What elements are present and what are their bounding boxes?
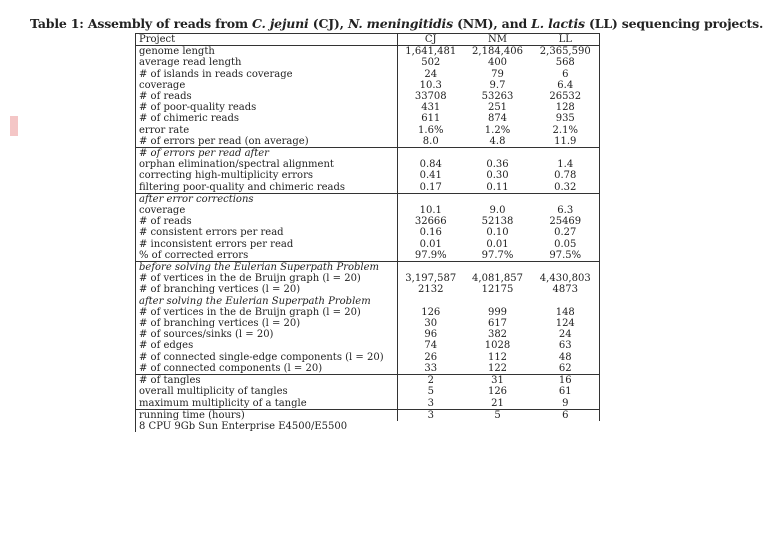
cell-empty (532, 193, 600, 205)
cell-empty (532, 296, 600, 307)
table-row (136, 363, 600, 375)
cell-value: 63 (532, 340, 600, 351)
cell-value: 97.9% (414, 249, 447, 261)
row-label: genome length (136, 46, 398, 58)
cell-empty (464, 296, 532, 307)
table-row (136, 375, 600, 387)
cell-value: 0.11 (486, 181, 509, 193)
table-row (136, 57, 600, 68)
cell-value: 32666 (414, 216, 447, 228)
row-label: # of edges (136, 340, 398, 351)
cell-value: 0.27 (532, 227, 600, 238)
cell-value: 148 (532, 307, 600, 318)
table-row (136, 91, 600, 102)
table-row (136, 182, 600, 194)
organism-cj: C. jejuni (252, 16, 309, 31)
cell-value: 0.84 (419, 159, 442, 171)
section-title-row (136, 193, 600, 205)
row-label: # of reads (136, 91, 398, 102)
cell-value: 2.1% (532, 125, 600, 136)
cell-value: 0.16 (419, 227, 442, 239)
table-row (136, 136, 600, 148)
cell-value: 4.8 (489, 135, 506, 147)
red-margin-mark (10, 116, 18, 136)
row-label: orphan elimination/spectral alignment (136, 159, 398, 170)
cell-empty (398, 262, 464, 274)
cell-value: 24 (532, 329, 600, 340)
abbr-ll: (LL) sequencing projects. (584, 16, 763, 31)
cell-value: 568 (532, 57, 600, 68)
row-label: # of vertices in the de Bruijn graph (l = 20) (136, 273, 398, 284)
cell-value: 33 (424, 362, 438, 374)
cell-empty (398, 193, 464, 205)
cell-empty (532, 262, 600, 274)
row-label: # of connected single-edge components (l = 20) (136, 352, 398, 363)
row-label: # of poor-quality reads (136, 102, 398, 113)
abbr-nm: (NM), and (452, 16, 532, 31)
table-row (136, 80, 600, 91)
table-row (136, 216, 600, 227)
footnote-row (136, 421, 600, 432)
organism-nm: N. meningitidis (347, 16, 453, 31)
section-title: # of errors per read after (136, 148, 398, 160)
cell-value: 0.41 (419, 170, 442, 182)
row-label: # of tangles (136, 375, 398, 387)
section-title: before solving the Eulerian Superpath Problem (136, 262, 398, 274)
organism-ll: L. lactis (531, 16, 585, 31)
cell-value: 31 (464, 375, 532, 387)
cell-value: 6 (532, 69, 600, 80)
row-label: filtering poor-quality and chimeric reads (136, 182, 398, 194)
row-label: maximum multiplicity of a tangle (136, 398, 398, 410)
cell-value: 33708 (414, 91, 447, 103)
cell-value: 6.4 (532, 80, 600, 91)
table-row (136, 340, 600, 351)
table-row (136, 102, 600, 113)
cell-value: 0.17 (419, 181, 442, 193)
cell-value: 26532 (532, 91, 600, 102)
cell-value: 11.9 (532, 136, 600, 148)
cell-value: 0.01 (486, 238, 509, 250)
cell-value: 52138 (481, 216, 514, 228)
table-row (136, 125, 600, 136)
table-row (136, 329, 600, 340)
table-row (136, 398, 600, 410)
table-row (136, 69, 600, 80)
cell-value: 0.01 (419, 238, 442, 250)
cell-value: 999 (487, 306, 508, 318)
table-row (136, 170, 600, 181)
cell-value: 0.30 (486, 170, 509, 182)
cell-value: 10.1 (419, 205, 442, 217)
cell-value: 3,197,587 (405, 273, 457, 285)
cell-empty (398, 296, 464, 307)
cell-value: 122 (487, 362, 508, 374)
section-title-row (136, 148, 600, 160)
footnote: 8 CPU 9Gb Sun Enterprise E4500/E5500 (136, 421, 600, 432)
table-row (136, 284, 600, 295)
cell-value: 26 (424, 351, 438, 363)
row-label: overall multiplicity of tangles (136, 386, 398, 397)
cell-empty (532, 148, 600, 160)
cell-value: 431 (421, 102, 441, 114)
cell-value: 6.3 (532, 205, 600, 216)
cell-value: LL (532, 34, 600, 46)
cell-value: 0.10 (486, 227, 509, 239)
cell-empty (464, 193, 532, 205)
cell-value: 16 (532, 375, 600, 387)
cell-value: 97.7% (481, 249, 514, 261)
table-row (136, 273, 600, 284)
cell-value: 128 (532, 102, 600, 113)
cell-value: 3 (398, 409, 464, 421)
cell-value: 126 (487, 386, 508, 398)
cell-value: 9 (532, 398, 600, 410)
row-label: # of sources/sinks (l = 20) (136, 329, 398, 340)
cell-value: 5 (427, 386, 434, 398)
cell-value: 9.0 (489, 205, 506, 217)
row-label: coverage (136, 80, 398, 91)
cell-value: 4,430,803 (532, 273, 600, 284)
cell-value: 0.78 (532, 170, 600, 181)
cell-value: 4873 (532, 284, 600, 295)
cell-value: 21 (491, 397, 504, 409)
cell-value: 1.2% (484, 124, 511, 136)
row-label: # of reads (136, 216, 398, 227)
row-label: average read length (136, 57, 398, 68)
cell-value: 10.3 (419, 79, 442, 91)
cell-value: 8.0 (422, 135, 439, 147)
table-row (136, 386, 600, 397)
cell-value: 382 (487, 329, 508, 341)
cell-value: NM (464, 34, 532, 46)
row-label: correcting high-multiplicity errors (136, 170, 398, 181)
cell-value: 124 (532, 318, 600, 329)
cell-value: 1.4 (532, 159, 600, 170)
cell-value: 79 (491, 68, 504, 80)
cell-value: 53263 (481, 91, 514, 103)
table-row (136, 113, 600, 124)
cell-empty (464, 262, 532, 274)
row-label: error rate (136, 125, 398, 136)
table-row (136, 159, 600, 170)
cell-value: 0.36 (486, 159, 509, 171)
abbr-cj: (CJ), (308, 16, 348, 31)
row-label: # inconsistent errors per read (136, 239, 398, 250)
row-label: # of branching vertices (l = 20) (136, 284, 398, 295)
table-caption (30, 16, 763, 31)
cell-value: 112 (487, 351, 508, 363)
table-row (136, 227, 600, 238)
cell-value: 1,641,481 (398, 46, 464, 58)
cell-empty (398, 148, 464, 160)
table-row (136, 318, 600, 329)
cell-value: 97.5% (532, 250, 600, 262)
row-label: # of vertices in the de Bruijn graph (l = 20) (136, 307, 398, 318)
section-title: after error corrections (136, 193, 398, 205)
row-label: # of connected components (l = 20) (136, 363, 398, 375)
cell-value: 1.6% (418, 124, 444, 136)
cell-value: 2132 (418, 284, 444, 296)
cell-value: 12175 (481, 284, 514, 296)
row-label: % of corrected errors (136, 250, 398, 262)
cell-value: 6 (532, 409, 600, 421)
cell-value: 30 (424, 318, 438, 330)
cell-value: 400 (487, 57, 508, 69)
cell-value: 5 (464, 409, 532, 421)
running-time-row (136, 409, 600, 421)
section-title-row (136, 296, 600, 307)
row-label: # of branching vertices (l = 20) (136, 318, 398, 329)
row-label: # of islands in reads coverage (136, 69, 398, 80)
cell-value: 25469 (532, 216, 600, 227)
cell-value: 4,081,857 (472, 273, 523, 285)
cell-value: 24 (424, 68, 438, 80)
row-label: coverage (136, 205, 398, 216)
cell-value: 126 (421, 306, 441, 318)
cell-value: 0.05 (532, 239, 600, 250)
row-label: running time (hours) (136, 409, 398, 421)
table-row (136, 307, 600, 318)
cell-value: 0.32 (532, 182, 600, 194)
header-row (136, 34, 600, 46)
row-label: # of errors per read (on average) (136, 136, 398, 148)
cell-value: 96 (424, 329, 438, 341)
cell-value: 9.7 (489, 79, 506, 91)
section-title-row (136, 262, 600, 274)
table-row (136, 239, 600, 250)
row-label: Project (136, 34, 398, 46)
cell-value: 617 (487, 318, 508, 330)
cell-value: 48 (532, 352, 600, 363)
section-title: after solving the Eulerian Superpath Problem (136, 296, 398, 307)
cell-value: 3 (427, 397, 434, 409)
cell-value: 251 (487, 102, 508, 114)
cell-value: 502 (421, 57, 441, 69)
assembly-table-body (136, 34, 600, 433)
cell-value: 2,184,406 (464, 46, 532, 58)
assembly-table (135, 33, 600, 432)
cell-value: 2,365,590 (532, 46, 600, 58)
table-row (136, 250, 600, 262)
cell-value: 611 (421, 113, 441, 125)
cell-value: 874 (487, 113, 508, 125)
cell-value: 62 (532, 363, 600, 375)
cell-value: 1028 (484, 340, 511, 352)
table-row (136, 352, 600, 363)
cell-value: 2 (398, 375, 464, 387)
cell-value: 61 (532, 386, 600, 397)
cell-empty (464, 148, 532, 160)
row-label: # of chimeric reads (136, 113, 398, 124)
table-row (136, 46, 600, 58)
cell-value: 74 (424, 340, 438, 352)
row-label: # consistent errors per read (136, 227, 398, 238)
caption-prefix: Table 1: Assembly of reads from (30, 16, 253, 31)
cell-value: CJ (398, 34, 464, 46)
cell-value: 935 (532, 113, 600, 124)
table-row (136, 205, 600, 216)
